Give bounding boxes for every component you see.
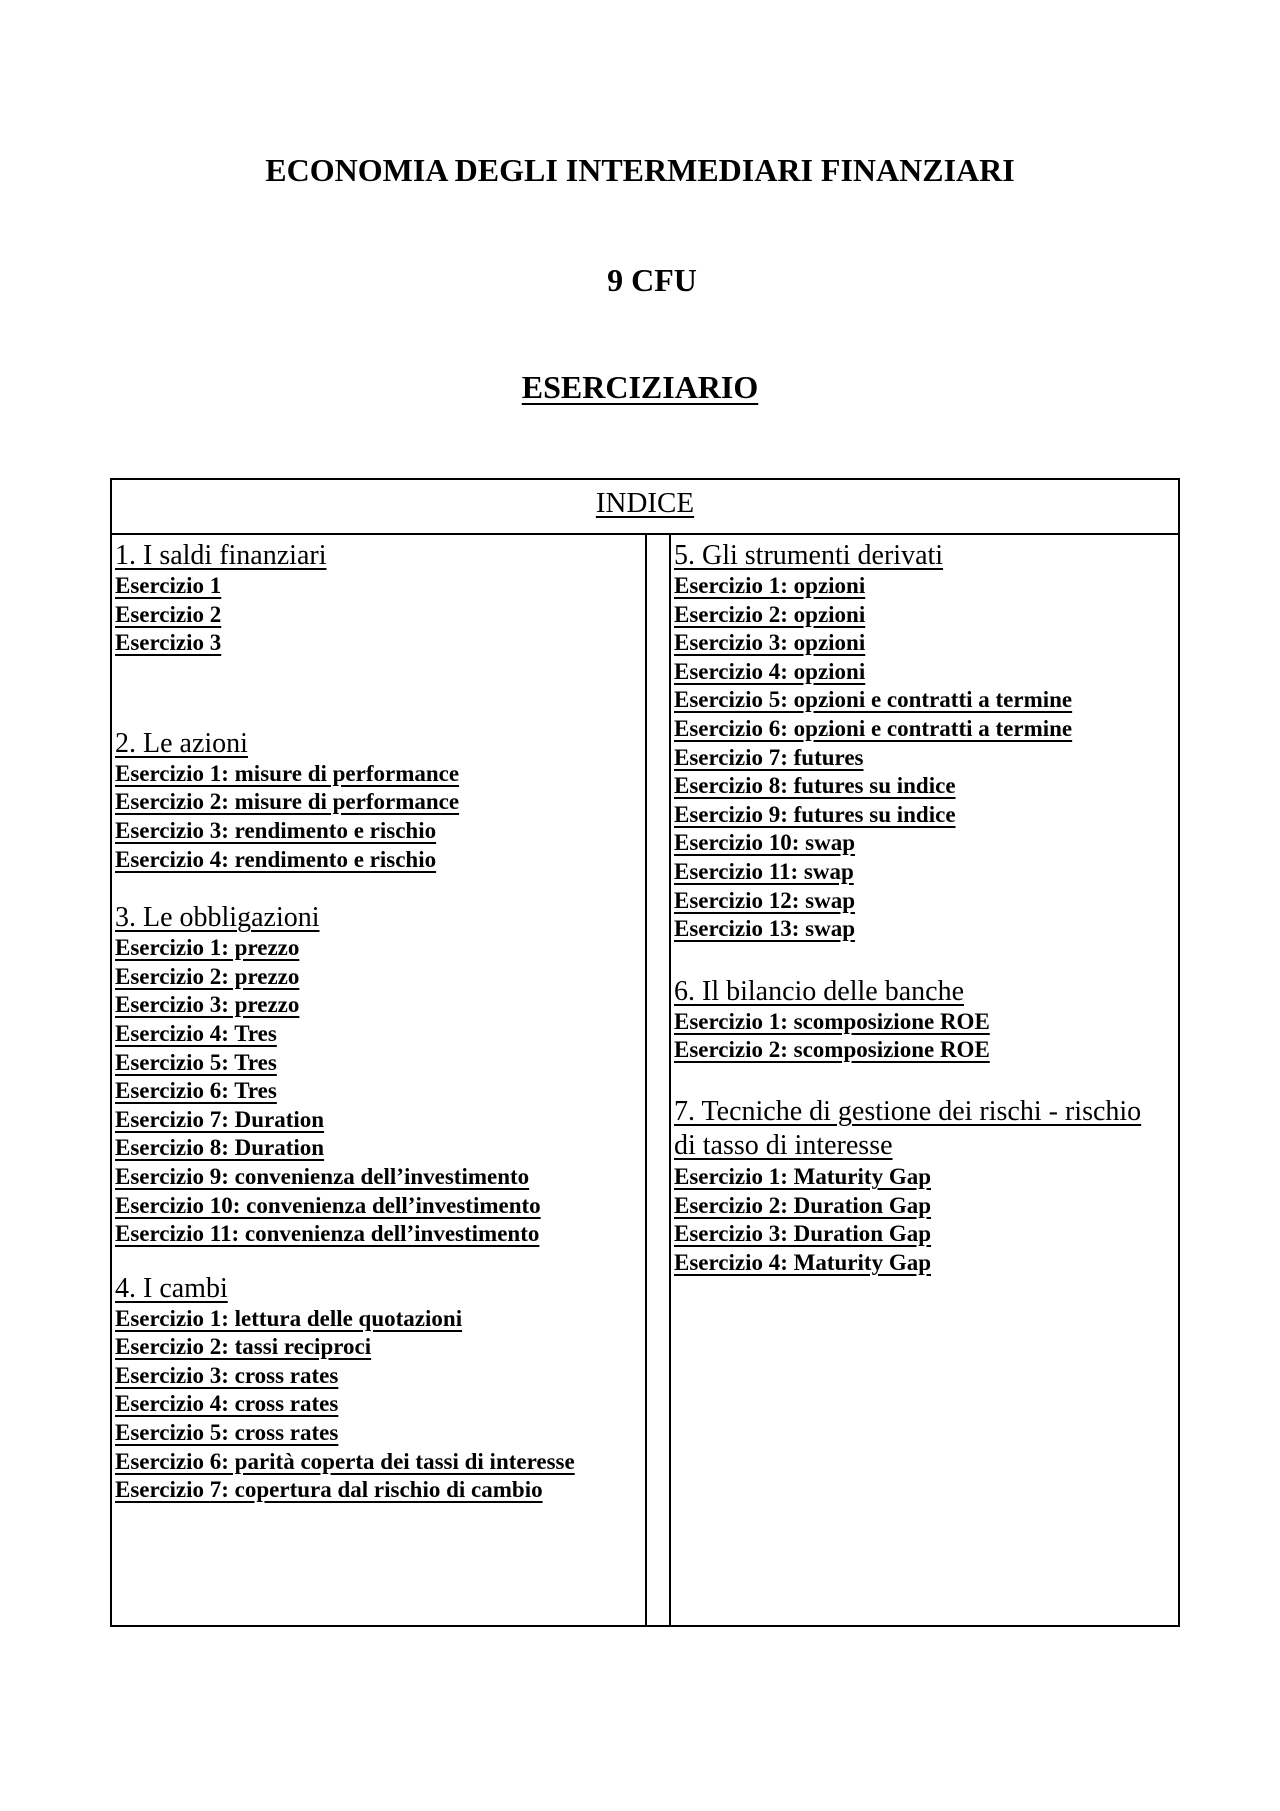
list-item <box>674 658 1174 687</box>
list-item <box>115 1362 643 1391</box>
exercise-link-2-l-4[interactable]: Esercizio 4: rendimento e rischio <box>115 846 437 872</box>
section-title[interactable]: 1. I saldi finanziari <box>115 540 327 571</box>
exercise-link-5-g-13[interactable]: Esercizio 13: swap <box>674 916 856 942</box>
exercise-link-5-g-11[interactable]: Esercizio 11: swap <box>674 858 854 884</box>
section-title[interactable]: 3. Le obbligazioni <box>115 902 320 934</box>
exercise-link-3-l-4[interactable]: Esercizio 4: Tres <box>115 1020 277 1046</box>
exercise-link-3-l-2[interactable]: Esercizio 2: prezzo <box>115 963 300 989</box>
section-title[interactable]: 5. Gli strumenti derivati <box>674 540 944 571</box>
index-section <box>115 902 643 1249</box>
list-item <box>674 1220 1174 1249</box>
exercise-link-5-g-4[interactable]: Esercizio 4: opzioni <box>674 658 866 684</box>
exercise-list <box>115 1305 643 1505</box>
list-item <box>674 601 1174 630</box>
index-table <box>110 478 1180 1627</box>
exercise-link-7-t-4[interactable]: Esercizio 4: Maturity Gap <box>674 1249 931 1275</box>
exercise-link-3-l-5[interactable]: Esercizio 5: Tres <box>115 1049 277 1075</box>
list-item <box>115 963 643 992</box>
exercise-link-4-i-6[interactable]: Esercizio 6: parità coperta dei tassi di interesse <box>115 1448 575 1474</box>
exercise-link-3-l-3[interactable]: Esercizio 3: prezzo <box>115 992 300 1018</box>
list-item <box>115 572 643 601</box>
exercise-list <box>674 1008 1174 1065</box>
exercise-link-4-i-1[interactable]: Esercizio 1: lettura delle quotazioni <box>115 1305 463 1331</box>
list-item <box>674 1163 1174 1192</box>
exercise-list <box>115 934 643 1249</box>
list-item <box>674 1036 1174 1065</box>
exercise-link-3-l-6[interactable]: Esercizio 6: Tres <box>115 1078 277 1104</box>
list-item <box>115 1163 643 1192</box>
exercise-link-3-l-10[interactable]: Esercizio 10: convenienza dell’investimento <box>115 1192 541 1218</box>
list-item <box>115 1134 643 1163</box>
index-section <box>115 1273 643 1505</box>
exercise-link-4-i-7[interactable]: Esercizio 7: copertura dal rischio di cambio <box>115 1477 543 1503</box>
exercise-link-3-l-11[interactable]: Esercizio 11: convenienza dell’investimento <box>115 1221 540 1247</box>
exercise-link-3-l-8[interactable]: Esercizio 8: Duration <box>115 1135 325 1161</box>
list-item <box>115 1020 643 1049</box>
exercise-link-3-l-9[interactable]: Esercizio 9: convenienza dell’investimento <box>115 1163 530 1189</box>
list-item <box>674 915 1174 944</box>
exercise-link-5-g-10[interactable]: Esercizio 10: swap <box>674 830 856 856</box>
list-item <box>115 991 643 1020</box>
list-item <box>115 1448 643 1477</box>
exercise-link-5-g-1[interactable]: Esercizio 1: opzioni <box>674 573 866 598</box>
list-item <box>115 760 643 789</box>
list-item <box>115 1049 643 1078</box>
exercise-link-5-g-8[interactable]: Esercizio 8: futures su indice <box>674 773 956 799</box>
exercise-list <box>674 572 1174 944</box>
exercise-link-5-g-9[interactable]: Esercizio 9: futures su indice <box>674 801 956 827</box>
list-item <box>674 1192 1174 1221</box>
list-item <box>115 629 643 658</box>
exercise-list <box>674 1163 1174 1277</box>
section-title[interactable]: 4. I cambi <box>115 1272 228 1304</box>
list-item <box>115 1220 643 1249</box>
exercise-link-1-i-1[interactable]: Esercizio 1 <box>115 573 222 598</box>
section-title[interactable]: 2. Le azioni <box>115 727 248 759</box>
list-item <box>115 846 643 875</box>
index-section <box>674 976 1174 1065</box>
exercise-link-1-i-3[interactable]: Esercizio 3 <box>115 630 222 656</box>
list-item <box>115 788 643 817</box>
list-item <box>674 801 1174 830</box>
exercise-link-6-i-2[interactable]: Esercizio 2: scomposizione ROE <box>674 1037 990 1063</box>
list-item <box>115 1106 643 1135</box>
index-header <box>112 480 1178 535</box>
credits-label: 9 CFU <box>607 262 697 298</box>
exercise-link-2-l-3[interactable]: Esercizio 3: rendimento e rischio <box>115 817 437 843</box>
exercise-link-7-t-3[interactable]: Esercizio 3: Duration Gap <box>674 1221 932 1247</box>
exercise-link-4-i-5[interactable]: Esercizio 5: cross rates <box>115 1420 339 1446</box>
exercise-link-4-i-3[interactable]: Esercizio 3: cross rates <box>115 1362 339 1388</box>
exercise-list <box>115 572 643 658</box>
index-heading: INDICE <box>595 487 695 519</box>
list-item <box>674 1249 1174 1278</box>
list-item <box>115 934 643 963</box>
list-item <box>674 887 1174 916</box>
exercise-link-5-g-12[interactable]: Esercizio 12: swap <box>674 887 856 913</box>
exercise-link-3-l-7[interactable]: Esercizio 7: Duration <box>115 1106 325 1132</box>
index-section <box>115 540 643 658</box>
list-item <box>674 629 1174 658</box>
list-item <box>674 858 1174 887</box>
list-item <box>115 1419 643 1448</box>
exercise-link-6-i-1[interactable]: Esercizio 1: scomposizione ROE <box>674 1008 990 1034</box>
index-section <box>674 1095 1174 1277</box>
list-item <box>674 772 1174 801</box>
section-title[interactable]: 6. Il bilancio delle banche <box>674 975 964 1007</box>
exercise-link-5-g-2[interactable]: Esercizio 2: opzioni <box>674 601 866 627</box>
exercise-link-5-g-5[interactable]: Esercizio 5: opzioni e contratti a termine <box>674 687 1073 713</box>
list-item <box>115 1333 643 1362</box>
exercise-link-5-g-6[interactable]: Esercizio 6: opzioni e contratti a termine <box>674 715 1073 741</box>
exercise-link-5-g-3[interactable]: Esercizio 3: opzioni <box>674 630 866 656</box>
list-item <box>674 572 1174 601</box>
list-item <box>115 601 643 630</box>
column-divider <box>645 533 647 1625</box>
exercise-link-1-i-2[interactable]: Esercizio 2 <box>115 601 222 627</box>
list-item <box>115 1077 643 1106</box>
exercise-list <box>115 760 643 874</box>
exercise-link-3-l-1[interactable]: Esercizio 1: prezzo <box>115 935 300 961</box>
list-item <box>674 744 1174 773</box>
exercise-link-4-i-4[interactable]: Esercizio 4: cross rates <box>115 1391 339 1417</box>
list-item <box>115 1390 643 1419</box>
list-item <box>674 715 1174 744</box>
course-title: ECONOMIA DEGLI INTERMEDIARI FINANZIARI <box>265 152 1015 188</box>
list-item <box>115 1192 643 1221</box>
exercise-link-7-t-2[interactable]: Esercizio 2: Duration Gap <box>674 1192 932 1218</box>
index-section <box>115 728 643 874</box>
list-item <box>674 1008 1174 1037</box>
list-item <box>115 1476 643 1505</box>
index-left-column <box>115 540 643 1505</box>
list-item <box>674 829 1174 858</box>
document-title: ESERCIZIARIO <box>521 369 759 405</box>
index-right-column <box>674 540 1174 1277</box>
list-item <box>115 1305 643 1334</box>
section-title[interactable]: 7. Tecniche di gestione dei rischi - rischio di tasso di interesse <box>674 1095 1142 1161</box>
list-item <box>115 817 643 846</box>
column-divider <box>669 533 671 1625</box>
exercise-link-2-l-1[interactable]: Esercizio 1: misure di performance <box>115 760 460 786</box>
exercise-link-2-l-2[interactable]: Esercizio 2: misure di performance <box>115 789 460 815</box>
exercise-link-5-g-7[interactable]: Esercizio 7: futures <box>674 744 864 770</box>
list-item <box>674 686 1174 715</box>
exercise-link-4-i-2[interactable]: Esercizio 2: tassi reciproci <box>115 1334 372 1360</box>
index-section <box>674 540 1174 944</box>
exercise-link-7-t-1[interactable]: Esercizio 1: Maturity Gap <box>674 1163 931 1189</box>
